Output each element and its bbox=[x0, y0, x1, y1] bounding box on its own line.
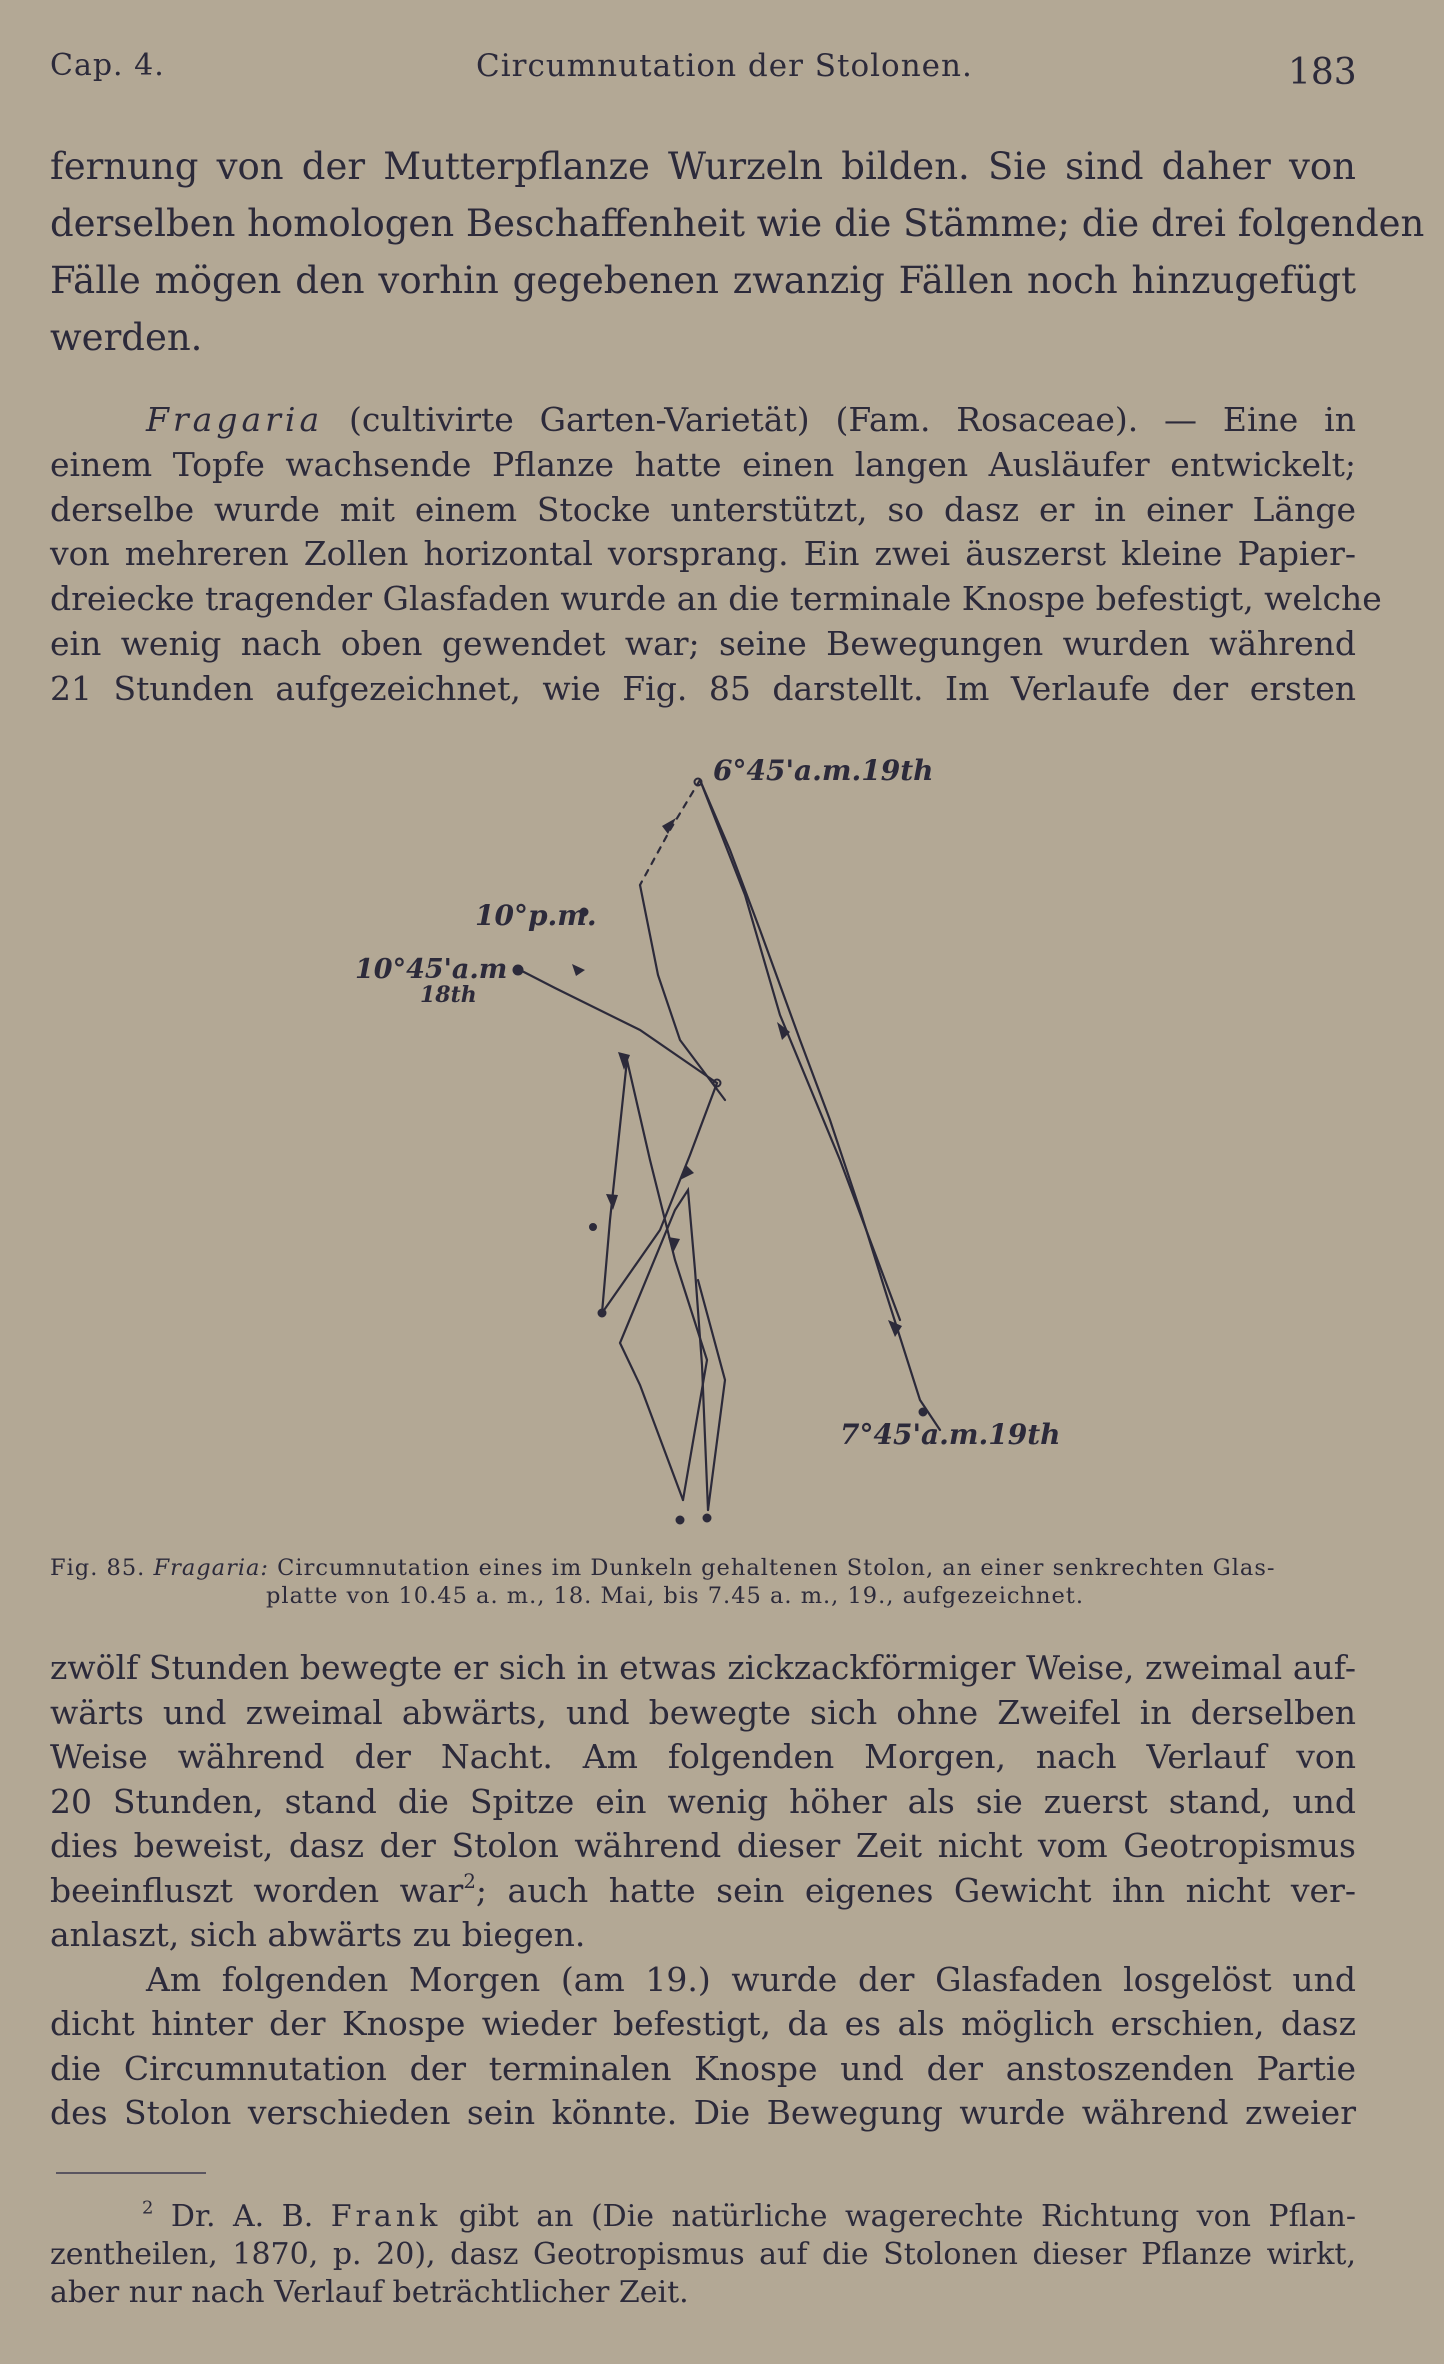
text-line: wärts und zweimal abwärts, und bewegte sich ohne Zweifel in derselben bbox=[50, 1692, 1356, 1732]
trace-segment bbox=[602, 1060, 707, 1500]
footnote bbox=[50, 2198, 1356, 2312]
arrow-icon bbox=[572, 964, 585, 976]
text-line: Fälle mögen den vorhin gegebenen zwanzig Fällen noch hinzugefügt bbox=[50, 259, 1356, 302]
label-1045am: 10°45'a.m bbox=[355, 954, 508, 985]
text-fragment: (cultivirte Garten-Varietät) (Fam. Rosaceae). — Eine in bbox=[349, 400, 1356, 439]
arrow-heads bbox=[572, 818, 902, 1337]
dot bbox=[590, 1224, 597, 1231]
caption-line: platte von 10.45 a. m., 18. Mai, bis 7.45 a. m., 19., aufgezeichnet. bbox=[266, 1583, 1084, 1609]
text-line: einem Topfe wachsende Pflanze hatte einen langen Ausläufer entwickelt; bbox=[50, 444, 1356, 484]
paragraph-fragaria bbox=[50, 398, 1382, 712]
dot-end bbox=[919, 1408, 927, 1416]
fig-number: Fig. 85. bbox=[50, 1555, 146, 1581]
text-fragment: beeinfluszt worden war bbox=[50, 1870, 464, 1910]
text-line: derselbe wurde mit einem Stocke unterstützt, so dasz er in einer Länge bbox=[50, 489, 1356, 529]
author-name: Frank bbox=[330, 2199, 442, 2234]
arrow-icon bbox=[668, 1237, 680, 1253]
text-line: von mehreren Zollen horizontal vorsprang. Ein zwei äuszerst kleine Papier- bbox=[50, 534, 1356, 574]
trace-segment bbox=[640, 885, 725, 1100]
text-fragment: ; auch hatte sein eigenes Gewicht ihn nicht ver- bbox=[475, 1870, 1357, 1910]
label-18th: 18th bbox=[420, 982, 477, 1008]
text-line: werden. bbox=[50, 316, 203, 359]
arrow-icon bbox=[606, 1194, 618, 1210]
text-line: 21 Stunden aufgezeichnet, wie Fig. 85 darstellt. Im Verlaufe der ersten bbox=[50, 668, 1356, 708]
text-line: anlaszt, sich abwärts zu biegen. bbox=[50, 1915, 586, 1954]
genus-name: Fragaria bbox=[146, 400, 324, 439]
text-line: zwölf Stunden bewegte er sich in etwas zickzackförmiger Weise, zweimal auf- bbox=[50, 1648, 1356, 1687]
figure-caption bbox=[50, 1554, 1356, 1610]
dot-start-18th bbox=[513, 965, 523, 975]
text-line: 20 Stunden, stand die Spitze ein wenig höher als sie zuerst stand, und bbox=[50, 1781, 1356, 1821]
paragraph-intro bbox=[50, 138, 1425, 366]
trace-dotted-night bbox=[640, 780, 700, 885]
paragraph-continuation bbox=[50, 1646, 1356, 2136]
text-line bbox=[50, 398, 1356, 443]
caption-line bbox=[50, 1554, 1356, 1582]
footnote-divider bbox=[56, 2172, 206, 2174]
text-line: des Stolon verschieden sein könnte. Die Bewegung wurde während zweier bbox=[50, 2093, 1356, 2132]
caption-genus: Fragaria: bbox=[153, 1555, 270, 1581]
label-10pm: 10°p.m. bbox=[475, 899, 597, 932]
footnote-line: aber nur nach Verlauf beträchtlicher Zeit. bbox=[50, 2275, 689, 2310]
text-fragment: Dr. A. B. bbox=[170, 2199, 314, 2234]
footnote-marker: 2 bbox=[142, 2197, 154, 2219]
figure-85 bbox=[340, 740, 1080, 1540]
label-645am: 6°45'a.m.19th bbox=[713, 754, 934, 787]
footnote-line: zentheilen, 1870, p. 20), dasz Geotropismus auf die Stolonen dieser Pflanze wirkt, bbox=[50, 2237, 1356, 2272]
text-line: fernung von der Mutterpflanze Wurzeln bilden. Sie sind daher von bbox=[50, 145, 1356, 188]
dot bbox=[703, 1514, 711, 1522]
text-line: dicht hinter der Knospe wieder befestigt, da es als möglich erschien, dasz bbox=[50, 2004, 1356, 2043]
text-line: die Circumnutation der terminalen Knospe und der anstoszenden Partie bbox=[50, 2048, 1356, 2088]
page-number: 183 bbox=[1288, 52, 1357, 93]
trace-lines bbox=[520, 780, 940, 1510]
text-fragment: gibt an (Die natürliche wagerechte Richtung von Pflan- bbox=[458, 2199, 1356, 2234]
circumnutation-diagram bbox=[340, 740, 1080, 1540]
text-line bbox=[50, 1869, 1356, 1914]
text-line: dies beweist, dasz der Stolon während dieser Zeit nicht vom Geotropismus bbox=[50, 1826, 1356, 1865]
text-line: dreiecke tragender Glasfaden wurde an die terminale Knospe befestigt, welche bbox=[50, 579, 1382, 619]
dot bbox=[598, 1309, 606, 1317]
text-line: Am folgenden Morgen (am 19.) wurde der Glasfaden losgelöst und bbox=[146, 1959, 1356, 1999]
figure-labels bbox=[355, 754, 1061, 1451]
running-title: Circumnutation der Stolonen. bbox=[476, 48, 973, 84]
chapter-label: Cap. 4. bbox=[50, 48, 165, 83]
trace-segment bbox=[700, 780, 940, 1430]
dot bbox=[676, 1516, 684, 1524]
caption-text: Circumnutation eines im Dunkeln gehaltenen Stolon, an einer senkrechten Glas- bbox=[277, 1555, 1276, 1581]
text-line: Weise während der Nacht. Am folgenden Morgen, nach Verlauf von bbox=[50, 1737, 1356, 1776]
text-line: derselben homologen Beschaffenheit wie die Stämme; die drei folgenden bbox=[50, 202, 1425, 245]
trace-segment bbox=[620, 1190, 708, 1510]
footnote-ref[interactable]: 2 bbox=[463, 1869, 476, 1893]
arrow-icon bbox=[662, 818, 676, 834]
text-line: ein wenig nach oben gewendet war; seine Bewegungen wurden während bbox=[50, 623, 1356, 663]
label-745am: 7°45'a.m.19th bbox=[840, 1418, 1061, 1451]
footnote-line bbox=[50, 2198, 1356, 2236]
